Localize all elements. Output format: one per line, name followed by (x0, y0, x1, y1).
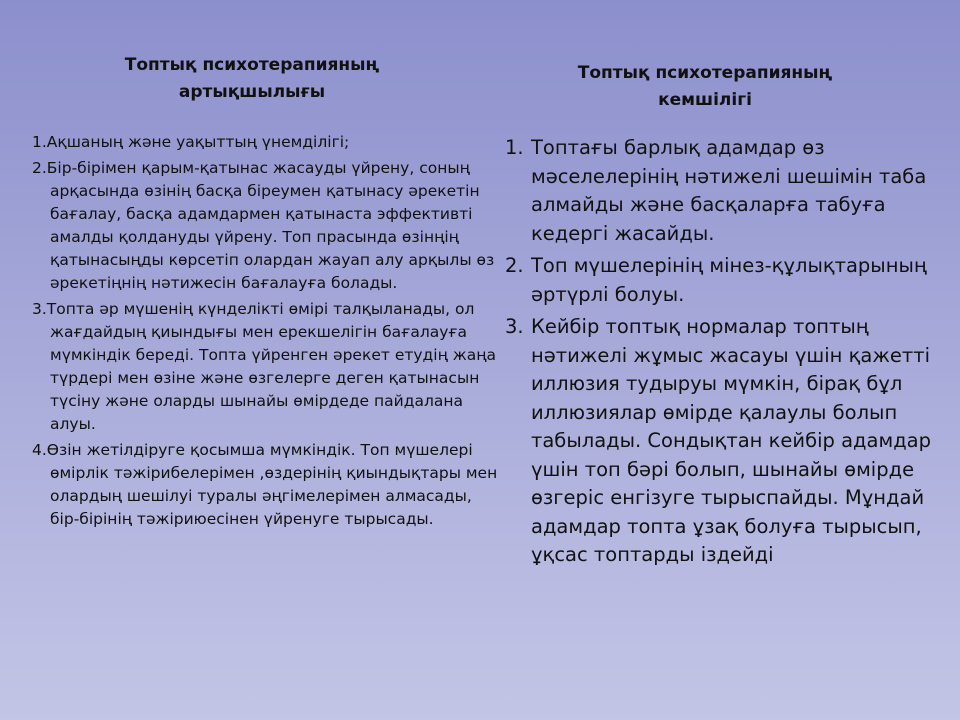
disadvantage-item-2 (505, 252, 935, 309)
disadvantage-number: 1. (505, 136, 524, 159)
disadvantages-column (505, 60, 935, 574)
advantages-title-line2: артықшылығы (178, 82, 326, 102)
disadvantage-text: Топтағы барлық адамдар өз мәселелерінің нәтижелі шешімін таба алмайды және басқаларға табуға кедергі жасайды. (531, 136, 927, 245)
disadvantages-title-line2: кемшілігі (658, 90, 752, 110)
disadvantages-list (505, 134, 935, 570)
disadvantage-text: Кейбір топтық нормалар топтың нәтижелі жұмыс жасауы үшін қажетті иллюзия тудыруы мүмкін, бірақ бұл иллюзиялар өмірде қалаулы болып табылады. Сондықтан кейбір адамдар үшін топ бәрі болып, шынайы өмірде өзгеріс енгізуге тырыспайды. Мұндай адамдар топта ұзақ болуға тырысып, ұқсас топтарды іздейді (531, 315, 931, 566)
advantage-item-3: 3.Топта әр мүшенің күнделікті өмірі талқыланады, ол жағдайдың қиындығы мен ерекшелігін бағалауға мүмкіндік береді. Топта үйренген әрекет етудің жаңа түрдері мен өзіне және өзгелерге деген қатынасын түсіну және оларды шынайы өмірдеде пайдалана алуы. (32, 300, 496, 433)
advantage-item-4: 4.Өзін жетілдіруге қосымша мүмкіндік. Топ мүшелері өмірлік тәжірибелерімен ,өздерінің қиындықтары мен олардың шешілуі туралы әңгімелерімен алмасады, бір-бірінің тәжіриюесінен үйренуге тырысады. (32, 441, 498, 528)
disadvantage-number: 3. (505, 315, 524, 338)
disadvantages-title (505, 60, 905, 114)
disadvantage-text: Топ мүшелерінің мінез-құлықтарының әртүрлі болуы. (531, 254, 927, 306)
disadvantage-item-1 (505, 134, 935, 248)
advantages-title (42, 52, 462, 106)
advantages-title-line1: Топтық психотерапияның (124, 55, 380, 75)
disadvantages-title-line1: Топтық психотерапияның (577, 63, 833, 83)
advantage-item-1: 1.Ақшаның және уақыттың үнемділігі; (32, 133, 350, 151)
advantage-item-2: 2.Бір-бірімен қарым-қатынас жасауды үйрену, соның арқасында өзінің басқа біреумен қатынасу әрекетін бағалау, басқа адамдармен қатынаста эффективті амалды қолдануды үйрену. Топ прасында өзінңің қатынасыңды көрсетіп олардан жауап алу арқылы өз әрекетіңнің нәтижесін бағалауға болады. (32, 159, 495, 292)
disadvantage-number: 2. (505, 254, 524, 277)
disadvantage-item-3 (505, 313, 935, 570)
advantages-list (32, 131, 502, 531)
advantages-column (32, 52, 502, 534)
